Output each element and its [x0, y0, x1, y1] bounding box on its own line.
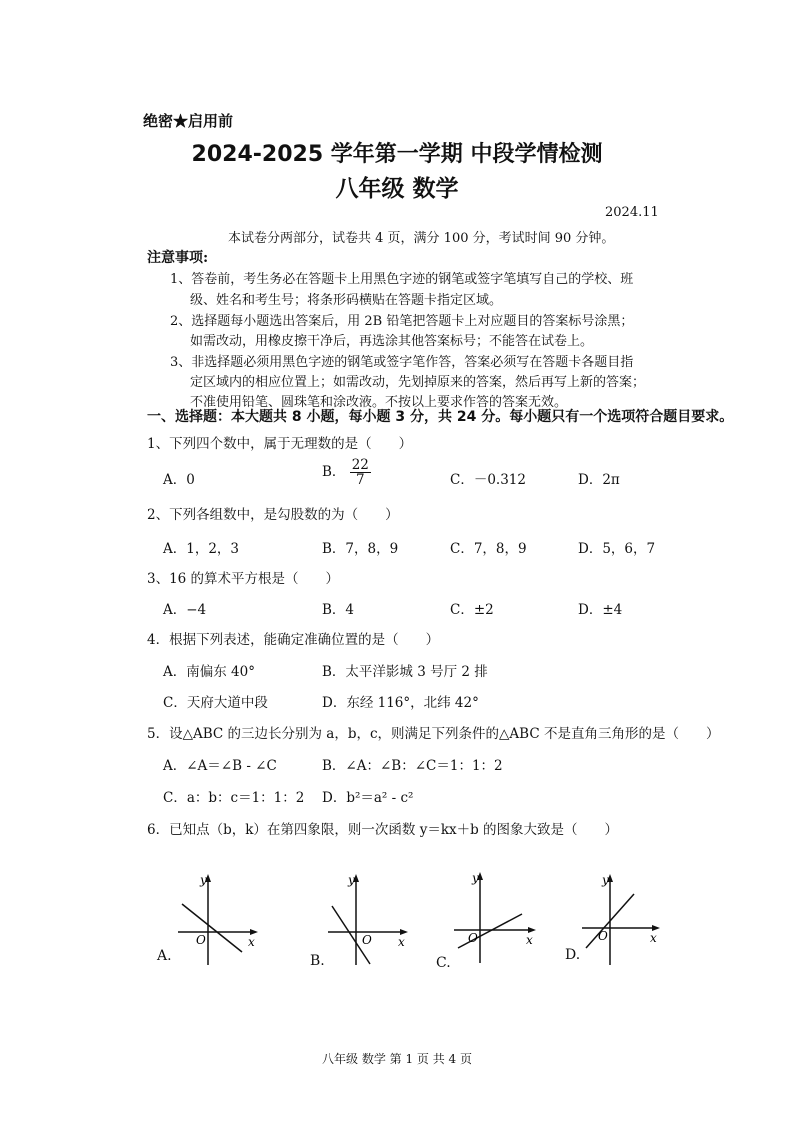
notice-line: 3、非选择题必须用黑色字迹的钢笔或签字笔作答，答案必须写在答题卡各题目指 [170, 355, 634, 370]
graph-d-label: D. [565, 947, 581, 963]
option-a: A．1，2，3 [163, 541, 240, 557]
option-b [322, 458, 371, 487]
option-d: D．东经 116°，北纬 42° [322, 695, 479, 711]
option-c: C．7，8，9 [450, 541, 527, 557]
graph-b [322, 870, 417, 970]
origin-label: O [598, 929, 608, 943]
option-b: B．7，8，9 [322, 541, 399, 557]
graph-c-label: C. [436, 955, 451, 971]
y-label: y [200, 873, 207, 887]
option-a: A．0 [163, 472, 195, 488]
option-a: A．南偏东 40° [163, 664, 255, 680]
option-c: C．a：b：c＝1：1：2 [163, 790, 305, 806]
option-c: C．－0.312 [450, 472, 526, 488]
x-label: x [398, 935, 405, 949]
y-label: y [602, 873, 609, 887]
fraction-denominator: 7 [356, 472, 365, 489]
notice-line: 1、答卷前，考生务必在答题卡上用黑色字迹的钢笔或签字笔填写自己的学校、班 [170, 272, 634, 287]
x-label: x [248, 935, 255, 949]
notice-heading: 注意事项: [147, 250, 209, 266]
graph-b-label: B. [310, 953, 325, 969]
section-heading: 一、选择题：本大题共 8 小题，每小题 3 分，共 24 分。每小题只有一个选项符合题目要求。 [147, 409, 734, 425]
notice-line: 2、选择题每小题选出答案后，用 2B 铅笔把答题卡上对应题目的答案标号涂黑； [170, 314, 634, 329]
option-d: D．b²＝a² - c² [322, 790, 414, 806]
intro-text: 本试卷分两部分，试卷共 4 页，满分 100 分，考试时间 90 分钟。 [228, 231, 615, 246]
origin-label: O [196, 933, 206, 947]
option-a: A．∠A＝∠B - ∠C [163, 758, 277, 774]
graph-d [578, 870, 668, 970]
notice-line: 如需改动，用橡皮擦干净后，再选涂其他答案标号；不能答在试卷上。 [190, 334, 594, 349]
notice-line: 级、姓名和考生号；将条形码横贴在答题卡指定区域。 [190, 293, 503, 308]
question-stem: 3、16 的算术平方根是（ ） [147, 571, 340, 587]
question-stem: 2、下列各组数中，是勾股数的为（ ） [147, 507, 399, 523]
option-c: C．天府大道中段 [163, 695, 268, 711]
origin-label: O [362, 933, 372, 947]
x-label: x [526, 933, 533, 947]
option-b-letter: B． [322, 464, 346, 481]
option-d: D．5，6，7 [578, 541, 656, 557]
origin-label: O [468, 931, 478, 945]
exam-date: 2024.11 [605, 205, 659, 220]
page-footer: 八年级 数学 第 1 页 共 4 页 [322, 1052, 472, 1066]
question-stem: 5．设△ABC 的三边长分别为 a，b，c，则满足下列条件的△ABC 不是直角三角形的是（ ） [147, 726, 720, 742]
option-c: C．±2 [450, 602, 494, 618]
graph-c [450, 868, 545, 968]
graph-a-label: A. [157, 948, 172, 964]
fraction-numerator: 22 [351, 457, 369, 473]
y-label: y [472, 871, 479, 885]
function-line [182, 904, 242, 952]
question-stem: 1、下列四个数中，属于无理数的是（ ） [147, 436, 413, 452]
option-b: B．4 [322, 602, 355, 618]
exam-title: 2024-2025 学年第一学期 中段学情检测 [191, 142, 603, 167]
graph-a [170, 870, 265, 970]
option-b: B．太平洋影城 3 号厅 2 排 [322, 664, 488, 680]
x-label: x [650, 931, 657, 945]
confidential-mark: 绝密★启用前 [143, 112, 234, 130]
exam-subtitle: 八年级 数学 [335, 176, 459, 202]
y-label: y [348, 873, 355, 887]
fraction [350, 458, 371, 487]
notice-line: 定区域内的相应位置上；如需改动，先划掉原来的答案，然后再写上新的答案； [190, 375, 646, 390]
option-d: D．±4 [578, 602, 623, 618]
question-stem: 4．根据下列表述，能确定准确位置的是（ ） [147, 632, 440, 648]
option-b: B．∠A：∠B：∠C＝1：1：2 [322, 758, 503, 774]
option-a: A．−4 [163, 602, 207, 618]
question-stem: 6．已知点（b，k）在第四象限，则一次函数 y＝kx＋b 的图象大致是（ ） [147, 822, 619, 838]
option-d: D．2π [578, 472, 620, 488]
notice-line: 不准使用铅笔、圆珠笔和涂改液。不按以上要求作答的答案无效。 [190, 395, 568, 410]
